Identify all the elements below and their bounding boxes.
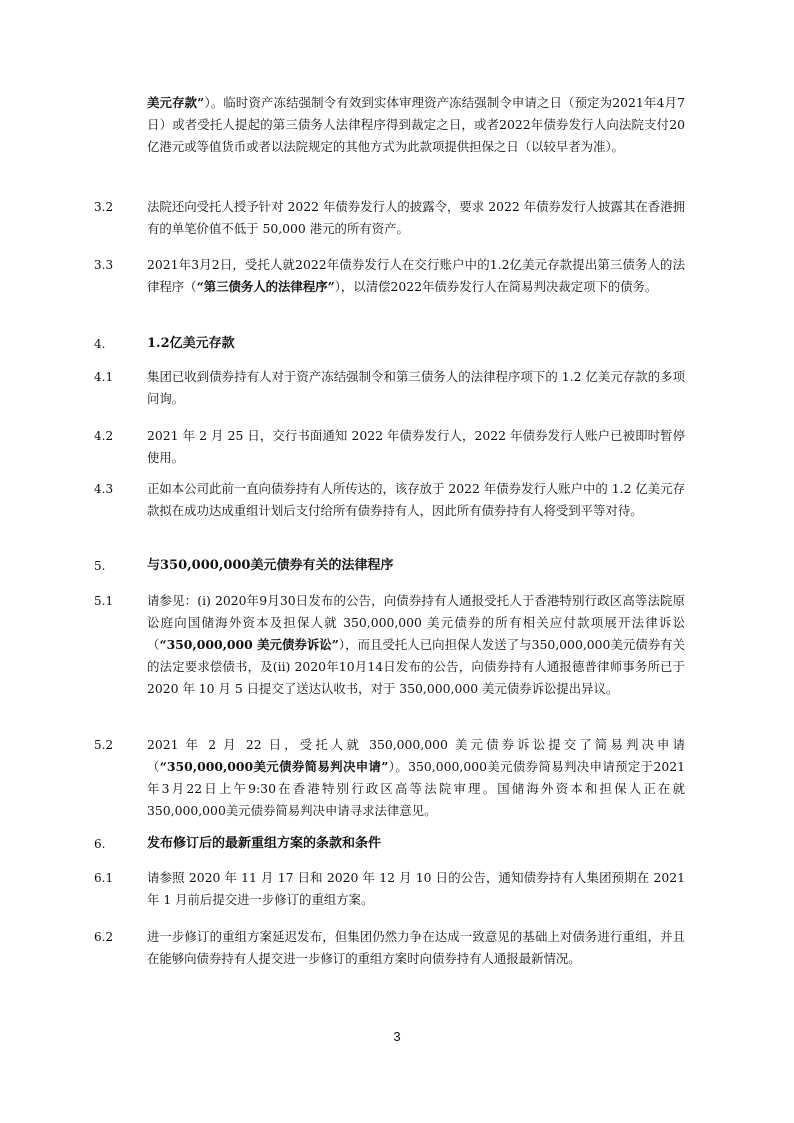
heading-text [147, 333, 685, 355]
text-run: 法院还向受托人授予针对 2022 年债券发行人的披露令，要求 2022 年债券发行人披露其在香港拥有的单笔价值不低于 50,000 港元的所有资产。 [147, 199, 685, 236]
bold-term: 发布修订后的最新重组方案的条款和条件 [147, 836, 382, 851]
text-run: ）。临时资产冻结强制令有效到实体审理资产冻结强制令申请之日（预定为2021年4月7日）或者受托人提起的第三债务人法律程序得到裁定之日，或者2022年债券发行人向法院支付20亿港元或等值货币或者以法院规定的其他方式为此款项提供担保之日（以较早者为准）。 [147, 95, 685, 154]
text-run: 进一步修订的重组方案延迟发布，但集团仍然力争在达成一致意见的基础上对债务进行重组，并且在能够向债券持有人提交进一步修订的重组方案时向债券持有人通报最新情况。 [147, 929, 685, 966]
paragraph-number: 6.2 [94, 930, 114, 944]
bold-term: “350,000,000美元债券简易判决申请” [159, 759, 389, 774]
paragraph-number: 5.1 [94, 594, 114, 608]
paragraph-text [147, 478, 685, 522]
text-run: 请参照 2020 年 11 月 17 日和 2020 年 12 月 10 日的公告，通知债券持有人集团预期在 2021 年 1 月前后提交进一步修订的重组方案。 [147, 870, 685, 907]
paragraph-number: 6. [94, 837, 106, 851]
text-run: 请参见：(i) 2020年9月30日发布的公告，向债券持有人通报受托人于香港特别行政区高等法院原讼庭向国储海外资本及担保人就 350,000,000 美元债券的所有相关应付款项展开法律诉讼（ [147, 593, 685, 652]
paragraph-number: 3.2 [94, 200, 114, 214]
text-run: ），以清偿2022年债券发行人在简易判决裁定项下的债务。 [334, 279, 658, 294]
paragraph-text [147, 254, 685, 298]
bold-term: “350,000,000 美元债券诉讼” [159, 637, 339, 652]
paragraph-number: 5.2 [94, 738, 114, 752]
bold-term: “第三债务人的法律程序” [196, 279, 335, 294]
paragraph-text [147, 425, 685, 469]
paragraph-text [147, 92, 685, 158]
text-run: ）。350,000,000美元债券简易判决申请预定于2021年3月22日上午9:30在香港特别行政区高等法院审理。国储海外资本和担保人正在就350,000,000美元债券简易判决申请寻求法律意见。 [147, 759, 685, 818]
paragraph-text [147, 196, 685, 240]
paragraph-number: 5. [94, 559, 106, 573]
text-run: ），而且受托人已向担保人发送了与350,000,000美元债券有关的法定要求偿债书，及(ii) 2020年10月14日发布的公告，向债券持有人通报德普律师事务所已于 2020 年 10 月 5 日提交了送达认收书，对于 350,000,000 美元债券诉讼提出异议。 [147, 637, 685, 696]
heading-text [147, 555, 685, 577]
page-number: 3 [393, 1029, 401, 1044]
heading-text [147, 833, 685, 855]
bold-term: 与350,000,000美元债券有关的法律程序 [147, 558, 394, 573]
text-run: 正如本公司此前一直向债券持有人所传达的，该存放于 2022 年债券发行人账户中的 1.2 亿美元存款拟在成功达成重组计划后支付给所有债券持有人，因此所有债券持有人将受到平等对待。 [147, 481, 685, 518]
bold-term: 美元存款” [147, 95, 205, 110]
paragraph-text [147, 734, 685, 822]
paragraph-number: 3.3 [94, 258, 114, 272]
text-run: 2021 年 2 月 25 日，交行书面通知 2022 年债券发行人，2022 年债券发行人账户已被即时暂停使用。 [147, 428, 685, 465]
text-run: 2021年3月2日，受托人就2022年债券发行人在交行账户中的1.2亿美元存款提出第三债务人的法律程序（ [147, 257, 685, 294]
paragraph-number: 4.2 [94, 429, 114, 443]
paragraph-number: 4.3 [94, 482, 114, 496]
text-run: 集团已收到债券持有人对于资产冻结强制令和第三债务人的法律程序项下的 1.2 亿美元存款的多项问询。 [147, 369, 685, 406]
paragraph-number: 6.1 [94, 871, 114, 885]
paragraph-number: 4.1 [94, 370, 114, 384]
bold-term: 1.2亿美元存款 [147, 336, 235, 351]
paragraph-text [147, 926, 685, 970]
paragraph-text [147, 590, 685, 700]
paragraph-text [147, 366, 685, 410]
paragraph-number: 4. [94, 337, 106, 351]
text-run: 2021 年 2 月 22 日，受托人就 350,000,000 美元债券诉讼提交了简易判决申请（ [147, 737, 685, 774]
paragraph-text [147, 867, 685, 911]
